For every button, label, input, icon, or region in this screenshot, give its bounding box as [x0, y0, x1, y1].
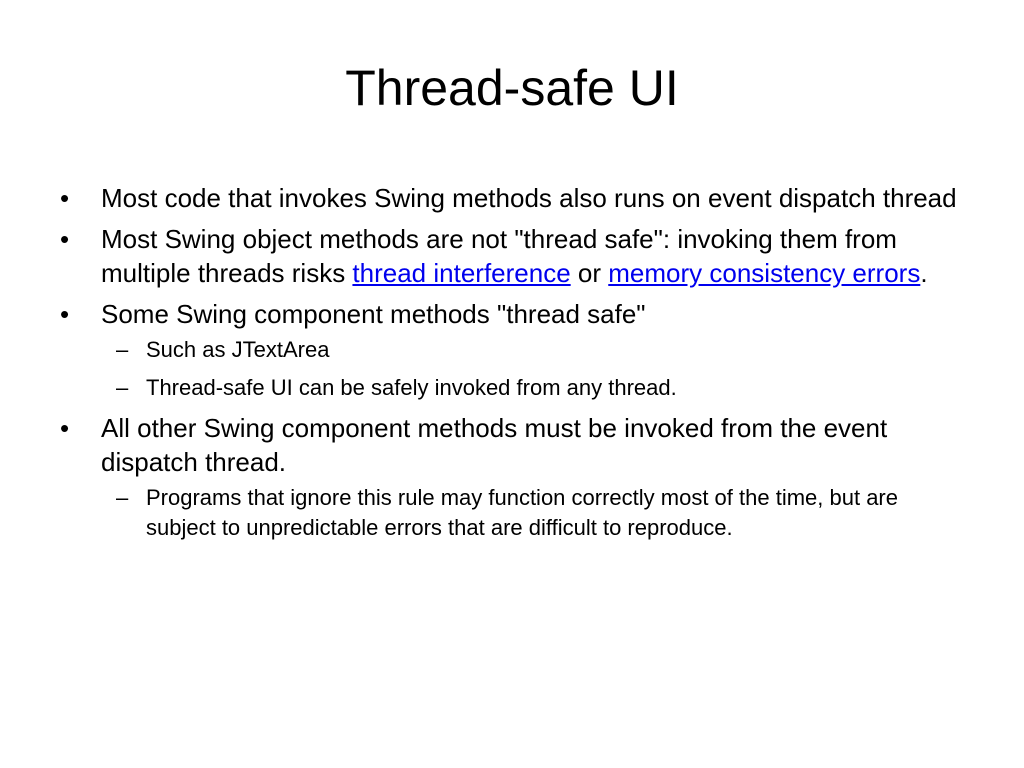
bullet-text: All other Swing component methods must be invoked from the event dispatch thread. — [101, 413, 888, 477]
bullet-text: Some Swing component methods "thread safe" — [101, 299, 646, 329]
bullet-item — [56, 411, 968, 543]
bullet-text: Most code that invokes Swing methods also runs on event dispatch thread — [101, 183, 957, 213]
memory-consistency-errors-link[interactable]: memory consistency errors — [608, 258, 921, 288]
bullet-text-start: Most Swing object methods are not "thread safe": invoking them from multiple threads risks — [101, 224, 897, 288]
sub-bullet-item — [101, 483, 968, 543]
bullet-text-middle: or — [570, 258, 609, 288]
sub-bullet-item — [101, 335, 968, 365]
bullet-icon: • — [60, 183, 70, 213]
dash-icon: – — [116, 337, 129, 362]
bullet-item — [56, 181, 968, 215]
bullet-icon: • — [60, 299, 70, 329]
bullet-icon: • — [60, 413, 70, 443]
bullet-icon: • — [60, 224, 70, 254]
sub-bullet-list — [101, 335, 968, 403]
bullet-text-end: . — [920, 258, 928, 288]
thread-interference-link[interactable]: thread interference — [352, 258, 571, 288]
dash-icon: – — [116, 485, 129, 510]
bullet-item — [56, 297, 968, 403]
slide-title: Thread-safe UI — [345, 60, 679, 116]
sub-bullet-text: Thread-safe UI can be safely invoked from any thread. — [146, 375, 677, 400]
dash-icon: – — [116, 375, 129, 400]
sub-bullet-item — [101, 373, 968, 403]
sub-bullet-list — [101, 483, 968, 543]
sub-bullet-text: Such as JTextArea — [146, 337, 330, 362]
bullet-list — [56, 181, 968, 543]
bullet-item — [56, 222, 968, 290]
slide-content — [56, 181, 968, 551]
sub-bullet-text: Programs that ignore this rule may function correctly most of the time, but are subject to unpredictable errors that are difficult to reproduce. — [146, 485, 898, 540]
